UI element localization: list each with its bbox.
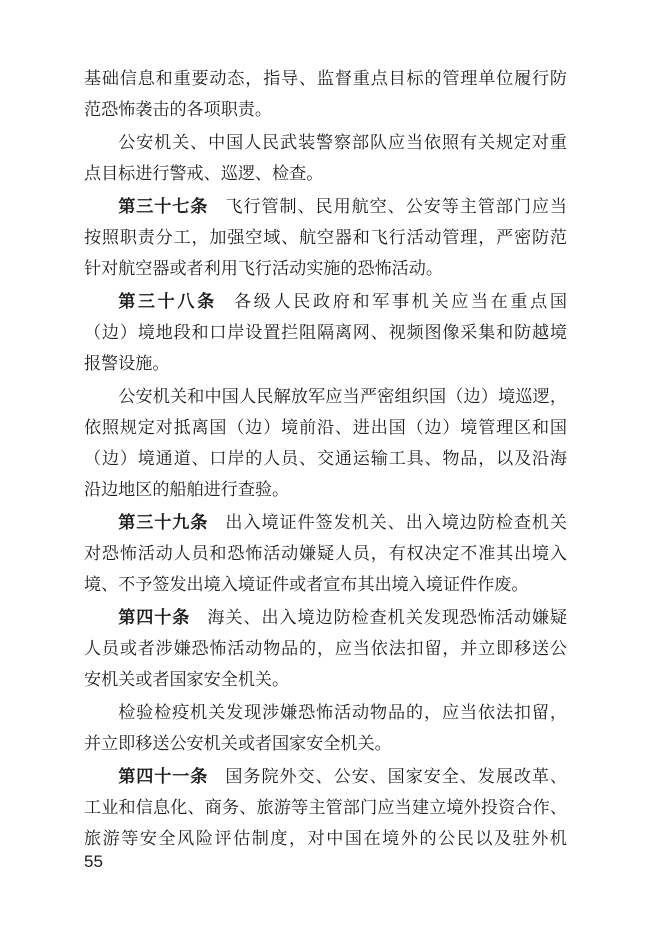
body-text <box>84 64 567 855</box>
text-line: 检验检疫机关发现涉嫌恐怖活动物品的，应当依法扣留， <box>118 703 567 723</box>
text-line: 点目标进行警戒、巡逻、检查。 <box>84 164 324 184</box>
text-line: 公安机关、中国人民武装警察部队应当依照有关规定对重 <box>118 133 567 153</box>
article-number: 第四十一条 <box>118 767 209 787</box>
text-line: 公安机关和中国人民解放军应当严密组织国（边）境巡逻， <box>118 387 567 407</box>
text-line: 旅游等安全风险评估制度，对中国在境外的公民以及驻外机 <box>84 829 567 849</box>
text-line <box>84 603 567 634</box>
text-line: 基础信息和重要动态，指导、监督重点目标的管理单位履行防 <box>84 69 567 89</box>
article-number: 第三十九条 <box>118 513 209 533</box>
text-line: 境、不予签发出境入境证件或者宣布其出境入境证件作废。 <box>84 575 529 595</box>
paragraph <box>84 382 567 506</box>
article-text: 飞行管制、民用航空、公安等主管部门应当 <box>225 197 567 217</box>
article-text: 海关、出入境边防检查机关发现恐怖活动嫌疑 <box>207 608 567 628</box>
article-number: 第四十条 <box>118 608 191 628</box>
text-line: 安机关或者国家安全机关。 <box>84 670 290 690</box>
text-line: （边）境地段和口岸设置拦阻隔离网、视频图像采集和防越境 <box>84 323 567 343</box>
article-text: 国务院外交、公安、国家安全、发展改革、 <box>225 767 567 787</box>
text-line: 沿边地区的船舶进行查验。 <box>84 480 290 500</box>
paragraph <box>84 64 567 126</box>
text-line: 按照职责分工，加强空域、航空器和飞行活动管理，严密防范 <box>84 228 567 248</box>
text-line: （边）境通道、口岸的人员、交通运输工具、物品，以及沿海 <box>84 449 567 469</box>
article-41 <box>84 762 567 855</box>
article-number: 第三十八条 <box>118 292 217 312</box>
article-text: 出入境证件签发机关、出入境边防检查机关 <box>225 513 567 533</box>
article-39 <box>84 508 567 601</box>
text-line: 工业和信息化、商务、旅游等主管部门应当建立境外投资合作、 <box>84 798 567 818</box>
text-line: 依照规定对抵离国（边）境前沿、进出国（边）境管理区和国 <box>84 418 567 438</box>
article-37 <box>84 192 567 285</box>
text-line: 对恐怖活动人员和恐怖活动嫌疑人员，有权决定不准其出境入 <box>84 544 567 564</box>
text-line: 针对航空器或者利用飞行活动实施的恐怖活动。 <box>84 259 443 279</box>
text-line <box>84 762 567 793</box>
text-line: 人员或者涉嫌恐怖活动物品的，应当依法扣留，并立即移送公 <box>84 639 567 659</box>
text-line <box>84 192 567 223</box>
article-number: 第三十七条 <box>118 197 209 217</box>
text-line: 范恐怖袭击的各项职责。 <box>84 100 273 120</box>
text-line: 报警设施。 <box>84 354 170 374</box>
text-line <box>84 508 567 539</box>
paragraph <box>84 698 567 760</box>
text-line: 并立即移送公安机关或者国家安全机关。 <box>84 734 392 754</box>
article-38 <box>84 287 567 380</box>
article-text: 各级人民政府和军事机关应当在重点国 <box>234 292 567 312</box>
paragraph <box>84 128 567 190</box>
article-40 <box>84 603 567 696</box>
page-number: 55 <box>84 852 103 871</box>
text-line <box>84 287 567 318</box>
